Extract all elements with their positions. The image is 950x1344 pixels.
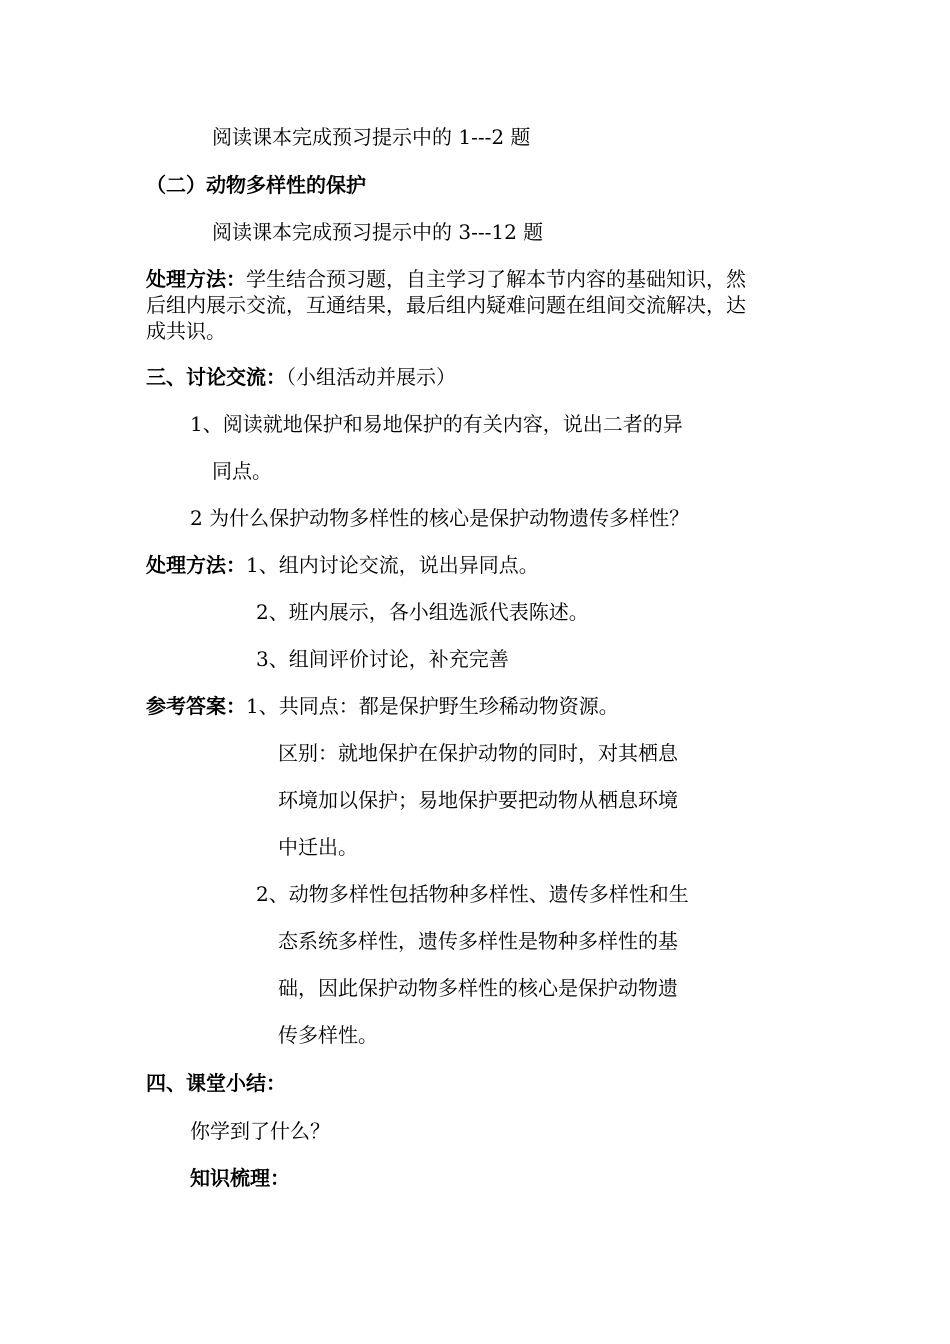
section-heading-animal-diversity-protection: （二）动物多样性的保护 <box>146 173 366 197</box>
knowledge-heading: 知识梳理： <box>190 1166 290 1190</box>
method-1-line-3: 成共识。 <box>146 319 226 343</box>
answer-1-line-4: 中迁出。 <box>278 835 358 859</box>
method-1-line-1 <box>146 266 746 292</box>
method-1-label: 处理方法： <box>146 267 246 291</box>
method-1-line-2: 后组内展示交流，互通结果，最后组内疑难问题在组间交流解决，达 <box>146 293 746 317</box>
answer-2-line-4: 传多样性。 <box>278 1023 378 1047</box>
preview-line-2: 阅读课本完成预习提示中的 3---12 题 <box>212 220 544 244</box>
discussion-question-2: 2 为什么保护动物多样性的核心是保护动物遗传多样性？ <box>190 506 690 530</box>
answer-1-line-3: 环境加以保护；易地保护要把动物从栖息环境 <box>278 788 678 812</box>
method-2-step-1: 1、组内讨论交流，说出异同点。 <box>246 553 539 577</box>
answers-line-1 <box>146 693 619 719</box>
discussion-question-1-line-1: 1、阅读就地保护和易地保护的有关内容，说出二者的异 <box>190 412 683 436</box>
method-1-text-1: 学生结合预习题，自主学习了解本节内容的基础知识，然 <box>246 267 746 291</box>
method-2-label: 处理方法： <box>146 553 246 577</box>
discussion-heading <box>146 364 456 390</box>
summary-question: 你学到了什么？ <box>190 1119 330 1143</box>
discussion-note: （小组活动并展示） <box>286 365 456 389</box>
discussion-title: 三、讨论交流： <box>146 365 286 389</box>
answer-2-line-3: 础，因此保护动物多样性的核心是保护动物遗 <box>278 976 678 1000</box>
method-2-step-3: 3、组间评价讨论，补充完善 <box>256 647 509 671</box>
answer-2-line-1: 2、动物多样性包括物种多样性、遗传多样性和生 <box>256 882 689 906</box>
discussion-question-1-line-2: 同点。 <box>212 459 272 483</box>
summary-heading: 四、课堂小结： <box>146 1071 286 1095</box>
answer-2-line-2: 态系统多样性，遗传多样性是物种多样性的基 <box>278 929 678 953</box>
preview-line-1: 阅读课本完成预习提示中的 1---2 题 <box>212 125 531 149</box>
answer-1-line-1: 1、共同点：都是保护野生珍稀动物资源。 <box>246 694 619 718</box>
method-2-line-1 <box>146 552 539 578</box>
method-2-step-2: 2、班内展示，各小组选派代表陈述。 <box>256 600 589 624</box>
answer-1-line-2: 区别：就地保护在保护动物的同时，对其栖息 <box>278 741 678 765</box>
answers-label: 参考答案： <box>146 694 246 718</box>
